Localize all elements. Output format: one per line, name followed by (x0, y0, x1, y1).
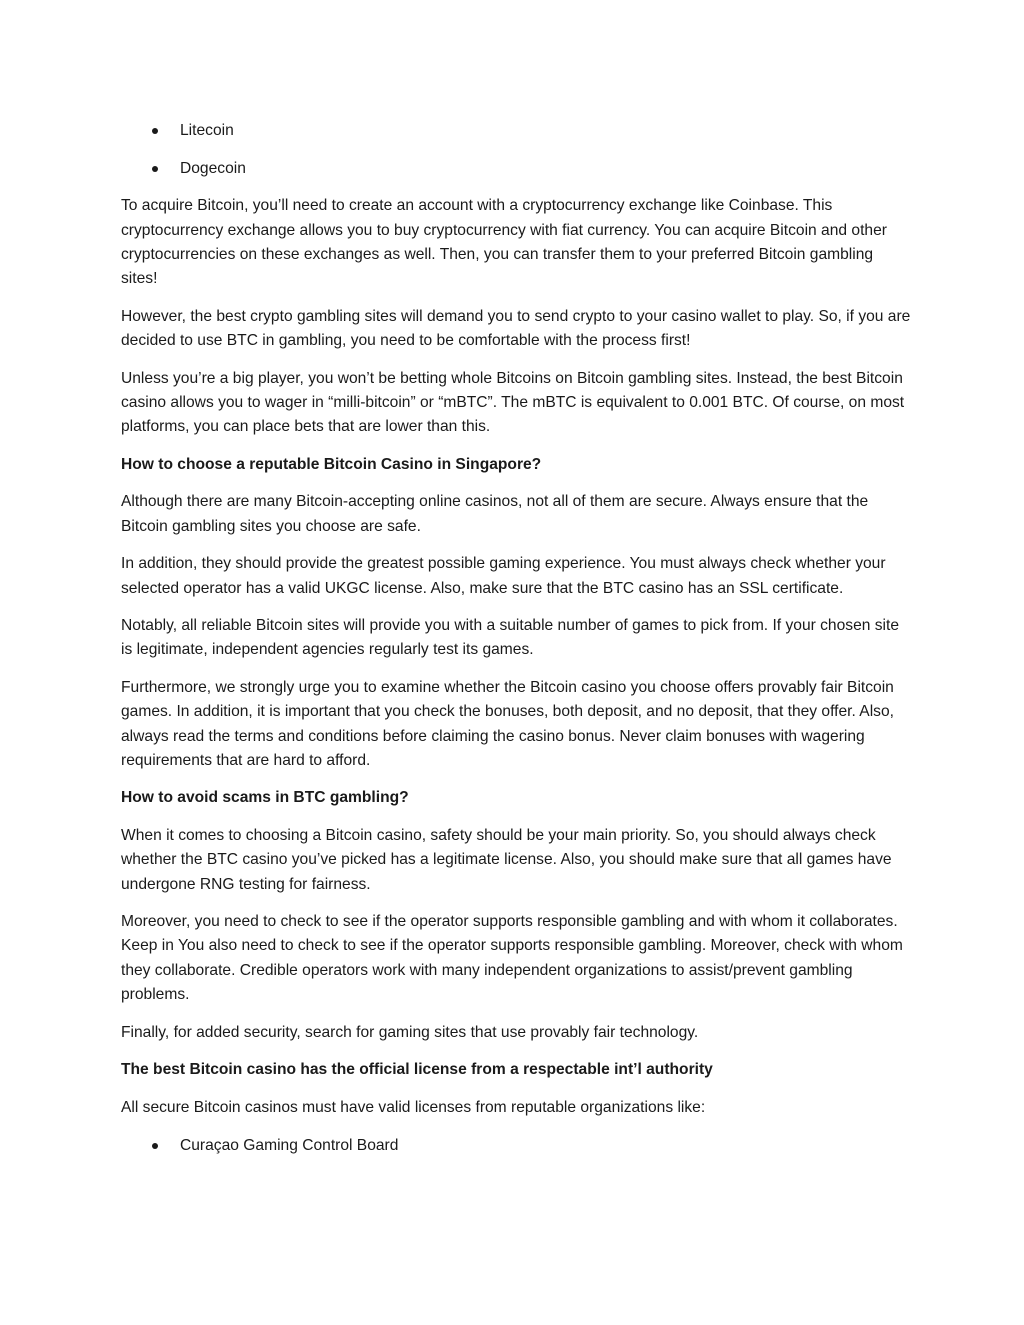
paragraph-license-ssl: In addition, they should provide the greatest possible gaming experience. You must always check whether your selected operator has a valid UKGC license. Also, make sure that the BTC casino has an SSL certificate. (121, 555, 886, 597)
heading-official-license: The best Bitcoin casino has the official license from a respectable int’l authority (121, 1061, 713, 1079)
bullet-icon (152, 128, 158, 134)
bullet-icon (152, 166, 158, 172)
list-item (121, 157, 911, 181)
document-page (121, 119, 911, 1171)
bullet-icon (152, 1143, 158, 1149)
crypto-list (121, 119, 911, 181)
paragraph-safety-priority: When it comes to choosing a Bitcoin casino, safety should be your main priority. So, you should always check whether the BTC casino you’ve picked has a legitimate license. Also, you should make sure that all games have undergone RNG testing for fairness. (121, 827, 892, 893)
paragraph-provably-fair: Furthermore, we strongly urge you to examine whether the Bitcoin casino you choose offers provably fair Bitcoin games. In addition, it is important that you check the bonuses, both deposit, and no deposit, that they offer. Also, always read the terms and conditions before claiming the casino bonus. Never claim bonuses with wagering requirements that are hard to afford. (121, 679, 894, 769)
paragraph-responsible-gambling: Moreover, you need to check to see if the operator supports responsible gambling and with whom it collaborates. Keep in You also need to check to see if the operator supports responsible gambling. Moreover, check with whom they collaborate. Credible operators work with many independent organizations to assist/prevent gambling problems. (121, 913, 903, 1003)
list-item (121, 1134, 911, 1158)
paragraph-acquire-bitcoin: To acquire Bitcoin, you’ll need to create an account with a cryptocurrency exchange like Coinbase. This cryptocurrency exchange allows you to buy cryptocurrency with fiat currency. You can acquire Bitcoin and other cryptocurrencies on these exchanges as well. Then, you can transfer them to your preferred Bitcoin gambling sites! (121, 197, 887, 288)
list-item-label: Curaçao Gaming Control Board (180, 1136, 399, 1154)
license-list (121, 1134, 911, 1158)
paragraph-secure-casinos: Although there are many Bitcoin-accepting online casinos, not all of them are secure. Always ensure that the Bitcoin gambling sites you choose are safe. (121, 493, 869, 535)
heading-choose-casino: How to choose a reputable Bitcoin Casino in Singapore? (121, 455, 542, 473)
list-item (121, 119, 911, 143)
paragraph-mbtc: Unless you’re a big player, you won’t be betting whole Bitcoins on Bitcoin gambling sites. Instead, the best Bitcoin casino allows you to wager in “milli-bitcoin” or “mBTC”. The mBTC is equivalent to 0.001 BTC. Of course, on most platforms, you can place bets that are lower than this. (121, 369, 905, 436)
paragraph-casino-wallet: However, the best crypto gambling sites will demand you to send crypto to your casino wallet to play. So, if you are decided to use BTC in gambling, you need to be comfortable with the process first! (121, 307, 911, 349)
paragraph-valid-licenses: All secure Bitcoin casinos must have valid licenses from reputable organizations like: (121, 1099, 706, 1116)
paragraph-games-selection: Notably, all reliable Bitcoin sites will provide you with a suitable number of games to pick from. If your chosen site is legitimate, independent agencies regularly test its games. (121, 617, 900, 659)
paragraph-added-security: Finally, for added security, search for gaming sites that use provably fair technology. (121, 1023, 699, 1041)
heading-avoid-scams: How to avoid scams in BTC gambling? (121, 789, 409, 807)
list-item-label: Litecoin (180, 122, 234, 139)
list-item-label: Dogecoin (180, 159, 246, 177)
